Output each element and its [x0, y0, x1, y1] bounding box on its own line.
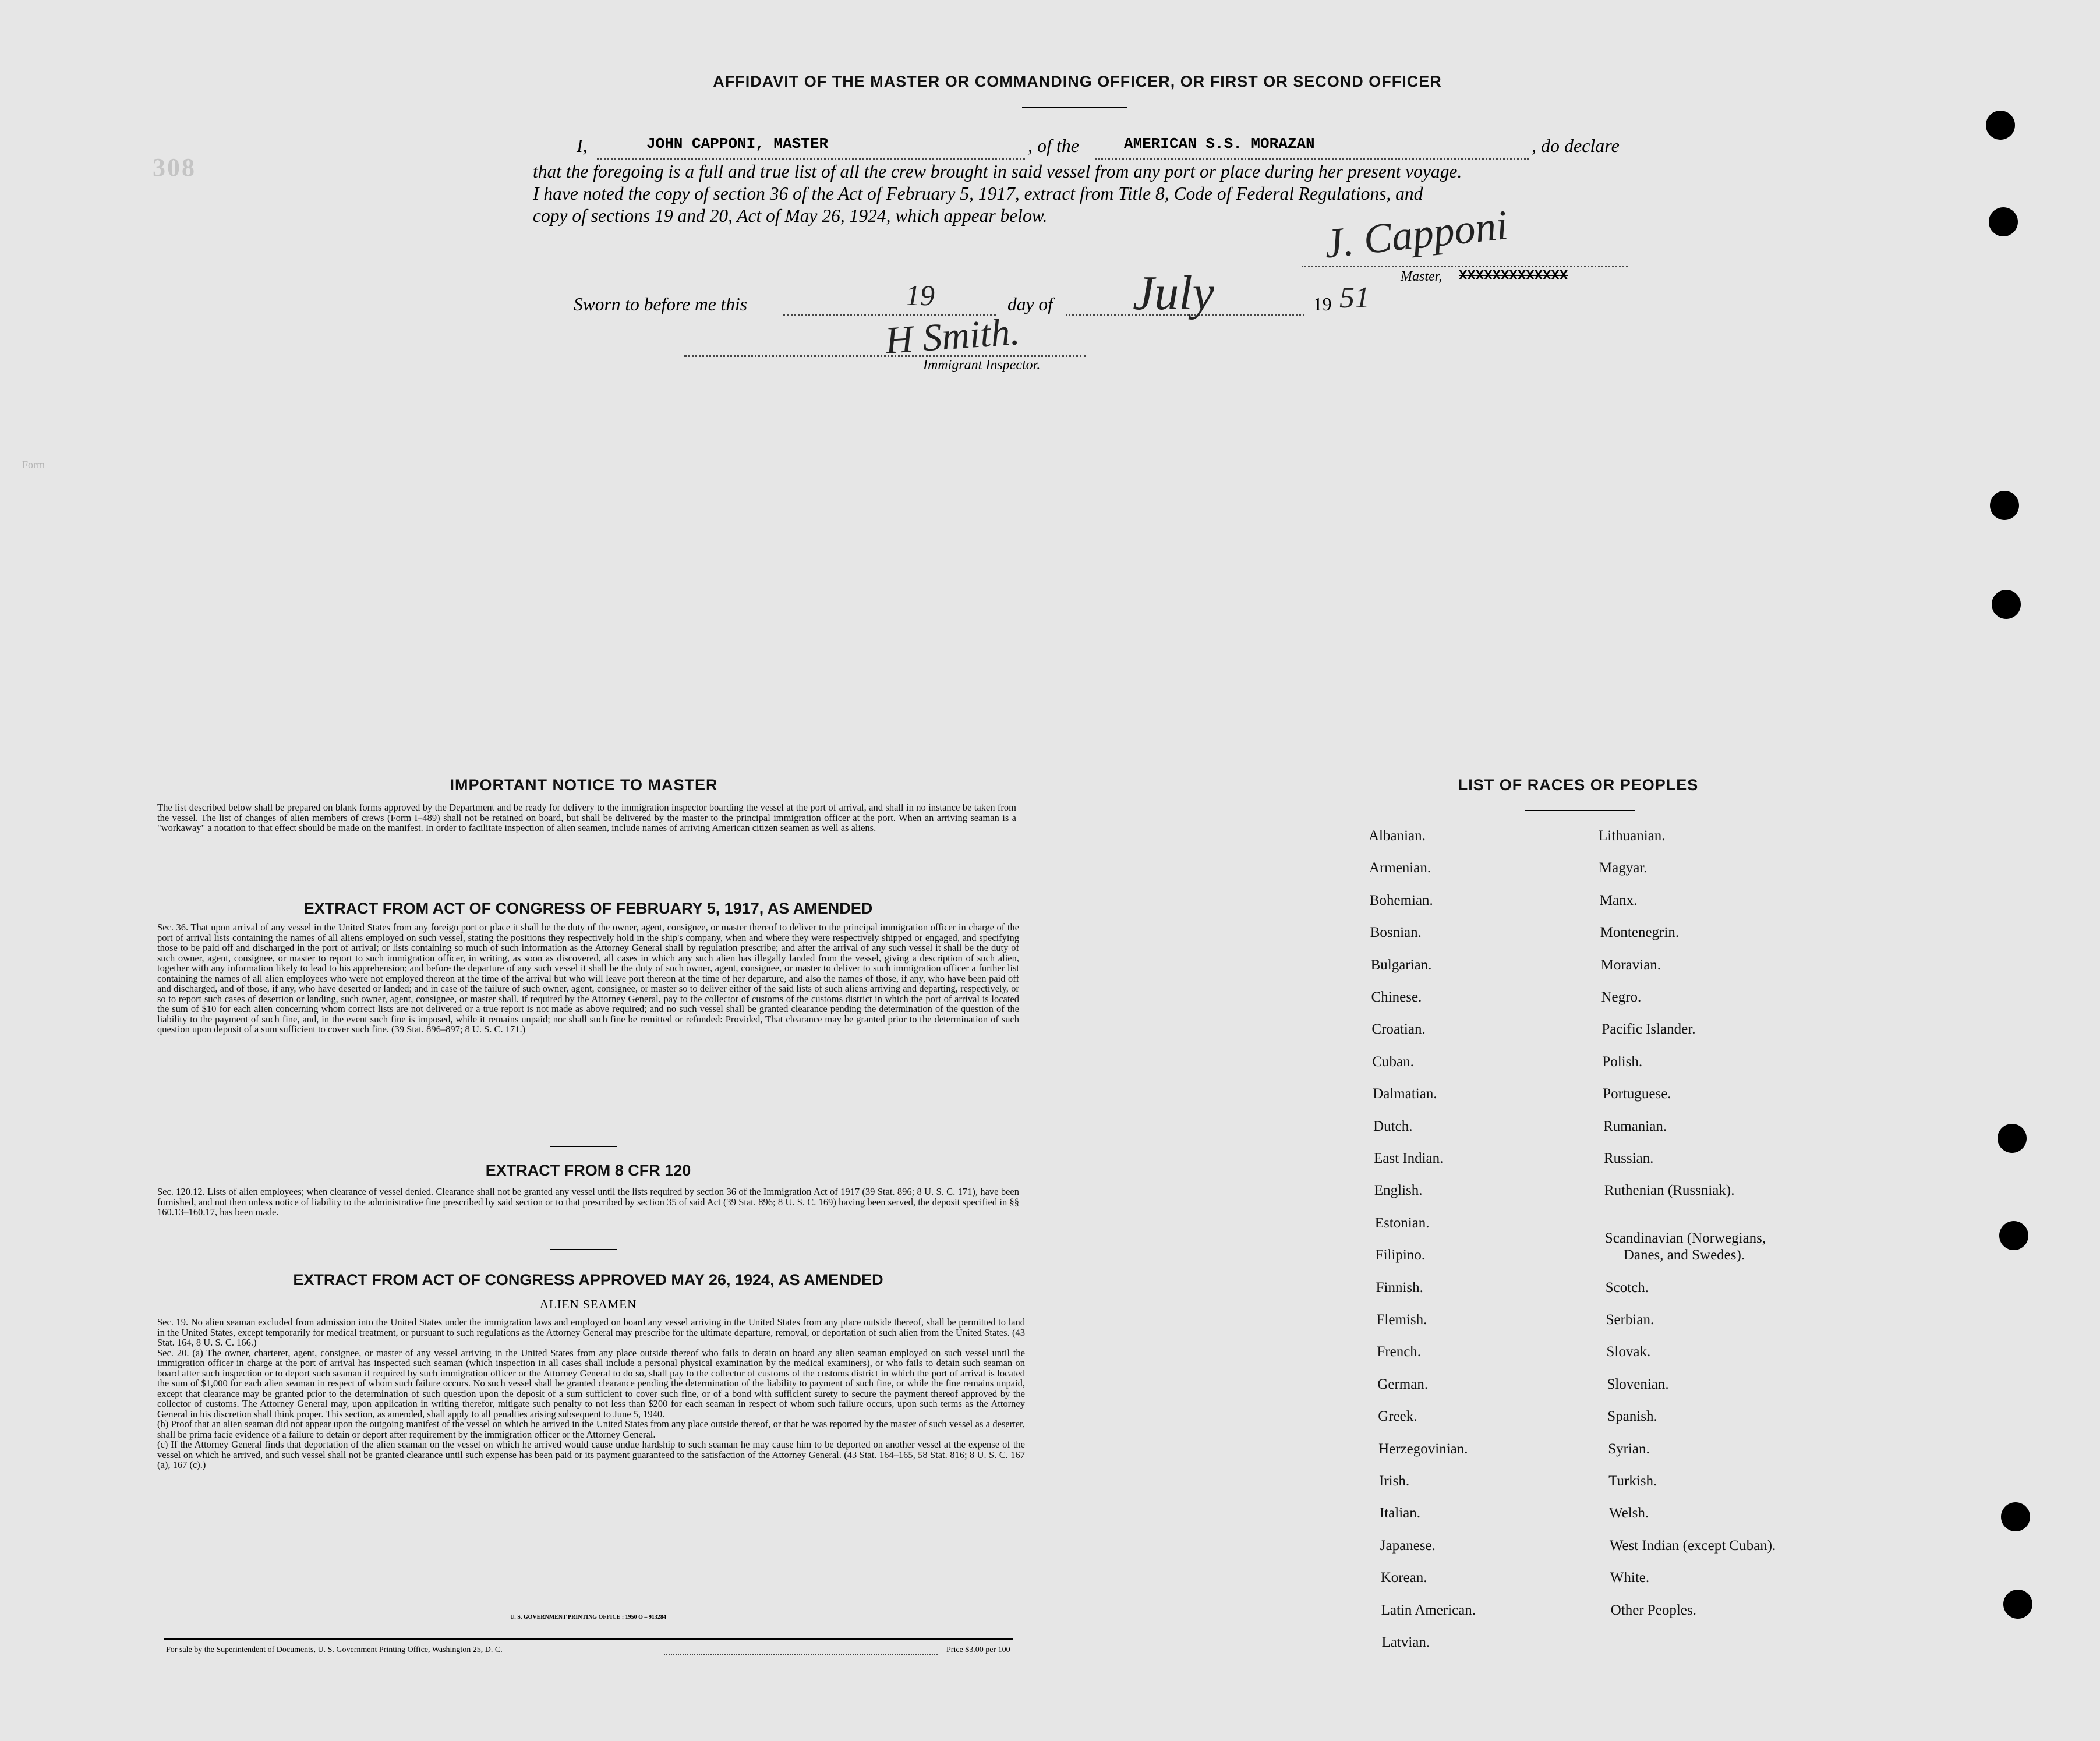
- race-item: Montenegrin.: [1600, 925, 1680, 941]
- race-item: Slovak.: [1606, 1344, 1651, 1360]
- of-the-label: , of the: [1028, 135, 1079, 156]
- master-signature: J. Capponi: [1322, 201, 1510, 267]
- race-item: Magyar.: [1599, 860, 1648, 876]
- master-struck-text: XXXXXXXXXXXXX: [1459, 268, 1568, 284]
- punch-hole: [1986, 111, 2015, 140]
- inspector-label: Immigrant Inspector.: [923, 358, 1041, 373]
- race-item: Irish.: [1379, 1473, 1410, 1489]
- race-item: Estonian.: [1374, 1215, 1430, 1231]
- punch-hole: [1999, 1221, 2028, 1250]
- affidavit-i-label: I,: [577, 135, 588, 156]
- extract-cfr-text: Sec. 120.12. Lists of alien employees; when clearance of vessel denied. Clearance shall not be granted any vessel until the lists required by section 36 of the Immigration Act of 1917 (39 Stat. 896; 8 U. S. C. 171), have been furnished, and not then unless notice of liability to the administrative fine prescribed by said section or to that prescribed by section 35 of said Act (39 Stat. 896; 8 U. S. C. 169) having been served, the deposit specified in §§ 160.13–160.17, has been made.: [157, 1186, 1019, 1218]
- race-item: Turkish.: [1608, 1473, 1657, 1489]
- race-item: Dutch.: [1373, 1118, 1413, 1134]
- race-item: Latin American.: [1381, 1602, 1476, 1618]
- race-item: Rumanian.: [1603, 1118, 1667, 1134]
- race-item: Scandinavian (Norwegians,: [1604, 1230, 1766, 1246]
- punch-hole: [1989, 207, 2018, 236]
- extract-1924-subtitle: ALIEN SEAMEN: [539, 1297, 637, 1311]
- price-line: Price $3.00 per 100: [946, 1646, 1010, 1654]
- extract-1924-sec20a: Sec. 20. (a) The owner, charterer, agent, consignee, or master of any vessel arriving in the United States from any place outside thereof who fails to detain on board any alien seaman employed on such vessel until the immigration officer in charge at the port of arrival has inspected such seaman (which inspection in all cases shall include a personal physical examination by the medical examiners), or who fails to detain such seaman on board after such inspection or to deport such seaman if required by such immigration officer or the Attorney General to do so, shall pay to the collector of customs of the customs district in which the port of arrival is located the sum of $1,000 for each alien seaman in respect of whom such failure occurs. No such vessel shall be granted clearance pending the determination of the liability to payment of such fine, or while the fine remains unpaid, except that clearance may be granted prior to the determination of such question upon the deposit of a sum sufficient to cover such fine, or of a bond with sufficient surety to secure the payment thereof approved by the collector of customs. The Attorney General may, upon application in writing therefor, mitigate such penalty to not less than $200 for each seaman in respect of whom such failure occurs, upon such terms as the Attorney General in his discretion shall think proper. This section, as amended, shall apply to all penalties arising subsequent to June 5, 1940.: [157, 1347, 1025, 1420]
- punch-hole: [1998, 1124, 2027, 1153]
- race-item: Pacific Islander.: [1601, 1021, 1696, 1038]
- race-item: Lithuanian.: [1599, 828, 1666, 844]
- extract-1917-text: Sec. 36. That upon arrival of any vessel in the United States from any foreign port or place it shall be the duty of the owner, agent, consignee, or master thereof to deliver to the principal immigration officer in charge of the port of arrival lists containing the names of all aliens employed on such vessel, stating the positions they respectively hold in the ship's company, when and where they were respectively shipped or engaged, and specifying those to be paid off and discharged in the port of arrival; or lists containing so much of such information as the Attorney General shall by regulation prescribe; and after the arrival of any such vessel it shall be the duty of such owner, agent, consignee, or master to report to such immigration officer, in writing, as soon as discovered, all cases in which any such alien has illegally landed from the vessel, giving a description of such alien, together with any information likely to lead to his apprehension; and before the departure of any such vessel it shall be the duty of such owner, agent, consignee, or master to deliver to such immigration officer a further list containing the names of all alien employees who were not employed thereon at the time of the arrival but who will leave port thereon at the time of her departure, and also the names of those, if any, who have been paid off and discharged, and of those, if any, who have deserted or landed; and in case of the failure of such owner, agent, consignee, or master so to deliver either of the said lists of such aliens arriving and departing, respectively, or so to report such cases of desertion or landing, such owner, agent, consignee, or master shall, if required by the Attorney General, pay to the collector of customs of the customs district in which the port of arrival is located the sum of $10 for each alien concerning whom correct lists are not delivered or a true report is not made as above required; and no such vessel shall be granted clearance pending the determination of the question of the liability to the payment of such fine, and, in the event such fine is imposed, while it remains unpaid; nor shall such fine be remitted or refunded: Provided, That clearance may be granted prior to the determination of such question upon deposit of a sum sufficient to cover such fine. (39 Stat. 896–897; 8 U. S. C. 171.): [157, 922, 1019, 1035]
- race-item: Manx.: [1599, 892, 1638, 908]
- extract-1924-title: EXTRACT FROM ACT OF CONGRESS APPROVED MAY 26, 1924, AS AMENDED: [293, 1271, 883, 1289]
- race-item: Negro.: [1601, 989, 1642, 1005]
- race-item: East Indian.: [1374, 1151, 1444, 1166]
- race-item: Serbian.: [1606, 1312, 1654, 1328]
- races-title: LIST OF RACES OR PEOPLES: [1458, 776, 1699, 794]
- race-item: Scotch.: [1605, 1279, 1649, 1296]
- sworn-year-prefix: 19: [1313, 294, 1332, 314]
- race-item: Flemish.: [1376, 1312, 1427, 1328]
- race-item: Polish.: [1602, 1053, 1643, 1070]
- footer-rule: [164, 1638, 1013, 1640]
- races-title-rule: [1525, 810, 1635, 811]
- race-item: Danes, and Swedes).: [1623, 1247, 1745, 1263]
- master-signature-line: [1302, 266, 1628, 267]
- race-item: Finnish.: [1376, 1279, 1423, 1296]
- race-item: French.: [1377, 1344, 1422, 1360]
- race-item: Albanian.: [1369, 828, 1426, 844]
- race-item: White.: [1610, 1570, 1650, 1586]
- for-sale-line: For sale by the Superintendent of Documents, U. S. Government Printing Office, Washington 25, D. C.: [166, 1646, 503, 1654]
- race-item: Korean.: [1380, 1570, 1427, 1586]
- sworn-day: 19: [906, 279, 935, 312]
- race-item: Chinese.: [1371, 989, 1422, 1005]
- race-item: Welsh.: [1609, 1505, 1649, 1521]
- margin-stamp-number: 308: [153, 153, 196, 182]
- race-item: Croatian.: [1371, 1021, 1426, 1038]
- punch-hole: [1992, 590, 2021, 619]
- margin-form-mark: Form: [22, 459, 45, 470]
- race-item: Bohemian.: [1369, 892, 1433, 908]
- race-item: Other Peoples.: [1610, 1602, 1696, 1618]
- race-item: Moravian.: [1600, 957, 1661, 973]
- race-item: Greek.: [1378, 1409, 1417, 1425]
- sworn-label: Sworn to before me this: [574, 294, 748, 314]
- race-item: Italian.: [1379, 1505, 1420, 1521]
- punch-hole: [2001, 1502, 2030, 1531]
- sworn-year-suffix: 51: [1339, 281, 1370, 314]
- day-of-label: day of: [1007, 294, 1053, 314]
- race-item: German.: [1377, 1376, 1429, 1392]
- race-item: Filipino.: [1375, 1247, 1426, 1264]
- affidavit-line-2: that the foregoing is a full and true list of all the crew brought in said vessel from any port or place during her present voyage.: [533, 161, 1462, 182]
- race-item: Portuguese.: [1603, 1086, 1671, 1102]
- extract-1924-sec19: Sec. 19. No alien seaman excluded from admission into the United States under the immigration laws and employed on board any vessel arriving in the United States from any place outside thereof, shall be permitted to land in the United States, except temporarily for medical treatment, or pursuant to such regulations as the Attorney General may prescribe for the ultimate departure, removal, or deportation of such alien from the United States. (43 Stat. 164, 8 U. S. C. 166.): [157, 1317, 1025, 1348]
- master-label: Master,: [1401, 269, 1443, 284]
- footer-dot-leader: [664, 1654, 938, 1655]
- notice-title: IMPORTANT NOTICE TO MASTER: [450, 776, 718, 794]
- race-item: Herzegovinian.: [1378, 1441, 1468, 1457]
- extract-1924-sec20b: (b) Proof that an alien seaman did not appear upon the outgoing manifest of the vessel on which he arrived in the United States from any place outside thereof, or that he was reported by the master of such vessel as a deserter, shall be prima facie evidence of a failure to detain or deport after requirement by the immigration officer or the Attorney General.: [157, 1418, 1025, 1440]
- punch-hole: [1990, 491, 2019, 520]
- race-item: Cuban.: [1372, 1053, 1414, 1070]
- extract-cfr-title: EXTRACT FROM 8 CFR 120: [485, 1162, 691, 1179]
- extract-1924-body: [157, 1317, 1025, 1470]
- master-name-underline: [597, 158, 1025, 160]
- race-item: West Indian (except Cuban).: [1609, 1537, 1776, 1554]
- extract-1924-sec20c: (c) If the Attorney General finds that deportation of the alien seaman on the vessel on which he arrived would cause undue hardship to such seaman he may cause him to be deported on another vessel at the expense of the vessel on which he arrived, and such vessel shall not be granted clearance until such expense has been paid or its payment guaranteed to the satisfaction of the Attorney General. (43 Stat. 164–165, 58 Stat. 816; 8 U. S. C. 167 (a), 167 (c).): [157, 1439, 1025, 1470]
- vessel-name-field: AMERICAN S.S. MORAZAN: [1124, 135, 1315, 153]
- extract-1917-title: EXTRACT FROM ACT OF CONGRESS OF FEBRUARY 5, 1917, AS AMENDED: [303, 900, 873, 917]
- affidavit-line-3: I have noted the copy of section 36 of the Act of February 5, 1917, extract from Title 8, Code of Federal Regulations, and: [533, 183, 1423, 204]
- race-item: Bulgarian.: [1370, 957, 1432, 973]
- extract-cfr-rule: [550, 1249, 617, 1250]
- notice-text: The list described below shall be prepared on blank forms approved by the Department and be ready for delivery to the immigration inspector boarding the vessel at the port of arrival, and shall in no instance be taken from the vessel. The list of changes of alien members of crews (Form I–489) shall not be retained on board, but shall be delivered by the master to the principal immigration officer at the port. When an arriving seaman is a "workaway" a notation to that effect should be made on the manifest. In order to facilitate inspection of alien seamen, include names of arriving American citizen seamen as well as aliens.: [157, 802, 1016, 833]
- inspector-signature: H Smith.: [883, 310, 1021, 362]
- affidavit-line-4: copy of sections 19 and 20, Act of May 26, 1924, which appear below.: [533, 206, 1048, 226]
- race-item: Japanese.: [1380, 1537, 1436, 1554]
- extract-1917-rule: [550, 1146, 617, 1147]
- race-item: Dalmatian.: [1373, 1086, 1437, 1102]
- vessel-name-underline: [1095, 158, 1529, 160]
- race-item: Bosnian.: [1370, 925, 1422, 941]
- printing-office-line: U. S. GOVERNMENT PRINTING OFFICE : 1950 O – 913284: [510, 1614, 666, 1620]
- inspector-signature-line: [684, 355, 1086, 357]
- race-item: Latvian.: [1381, 1634, 1430, 1650]
- race-item: Spanish.: [1607, 1409, 1657, 1425]
- punch-hole: [2003, 1590, 2032, 1619]
- master-name-field: JOHN CAPPONI, MASTER: [646, 135, 829, 153]
- race-item: Slovenian.: [1607, 1376, 1669, 1392]
- race-item: Syrian.: [1608, 1441, 1650, 1457]
- sworn-month: July: [1133, 266, 1214, 320]
- affidavit-title: AFFIDAVIT OF THE MASTER OR COMMANDING OFFICER, OR FIRST OR SECOND OFFICER: [713, 73, 1442, 90]
- race-item: English.: [1374, 1183, 1423, 1199]
- do-declare-label: , do declare: [1532, 135, 1620, 156]
- race-item: Russian.: [1604, 1151, 1654, 1166]
- race-item: Armenian.: [1369, 860, 1431, 876]
- affidavit-title-rule: [1022, 107, 1127, 108]
- race-item: Ruthenian (Russniak).: [1604, 1183, 1735, 1199]
